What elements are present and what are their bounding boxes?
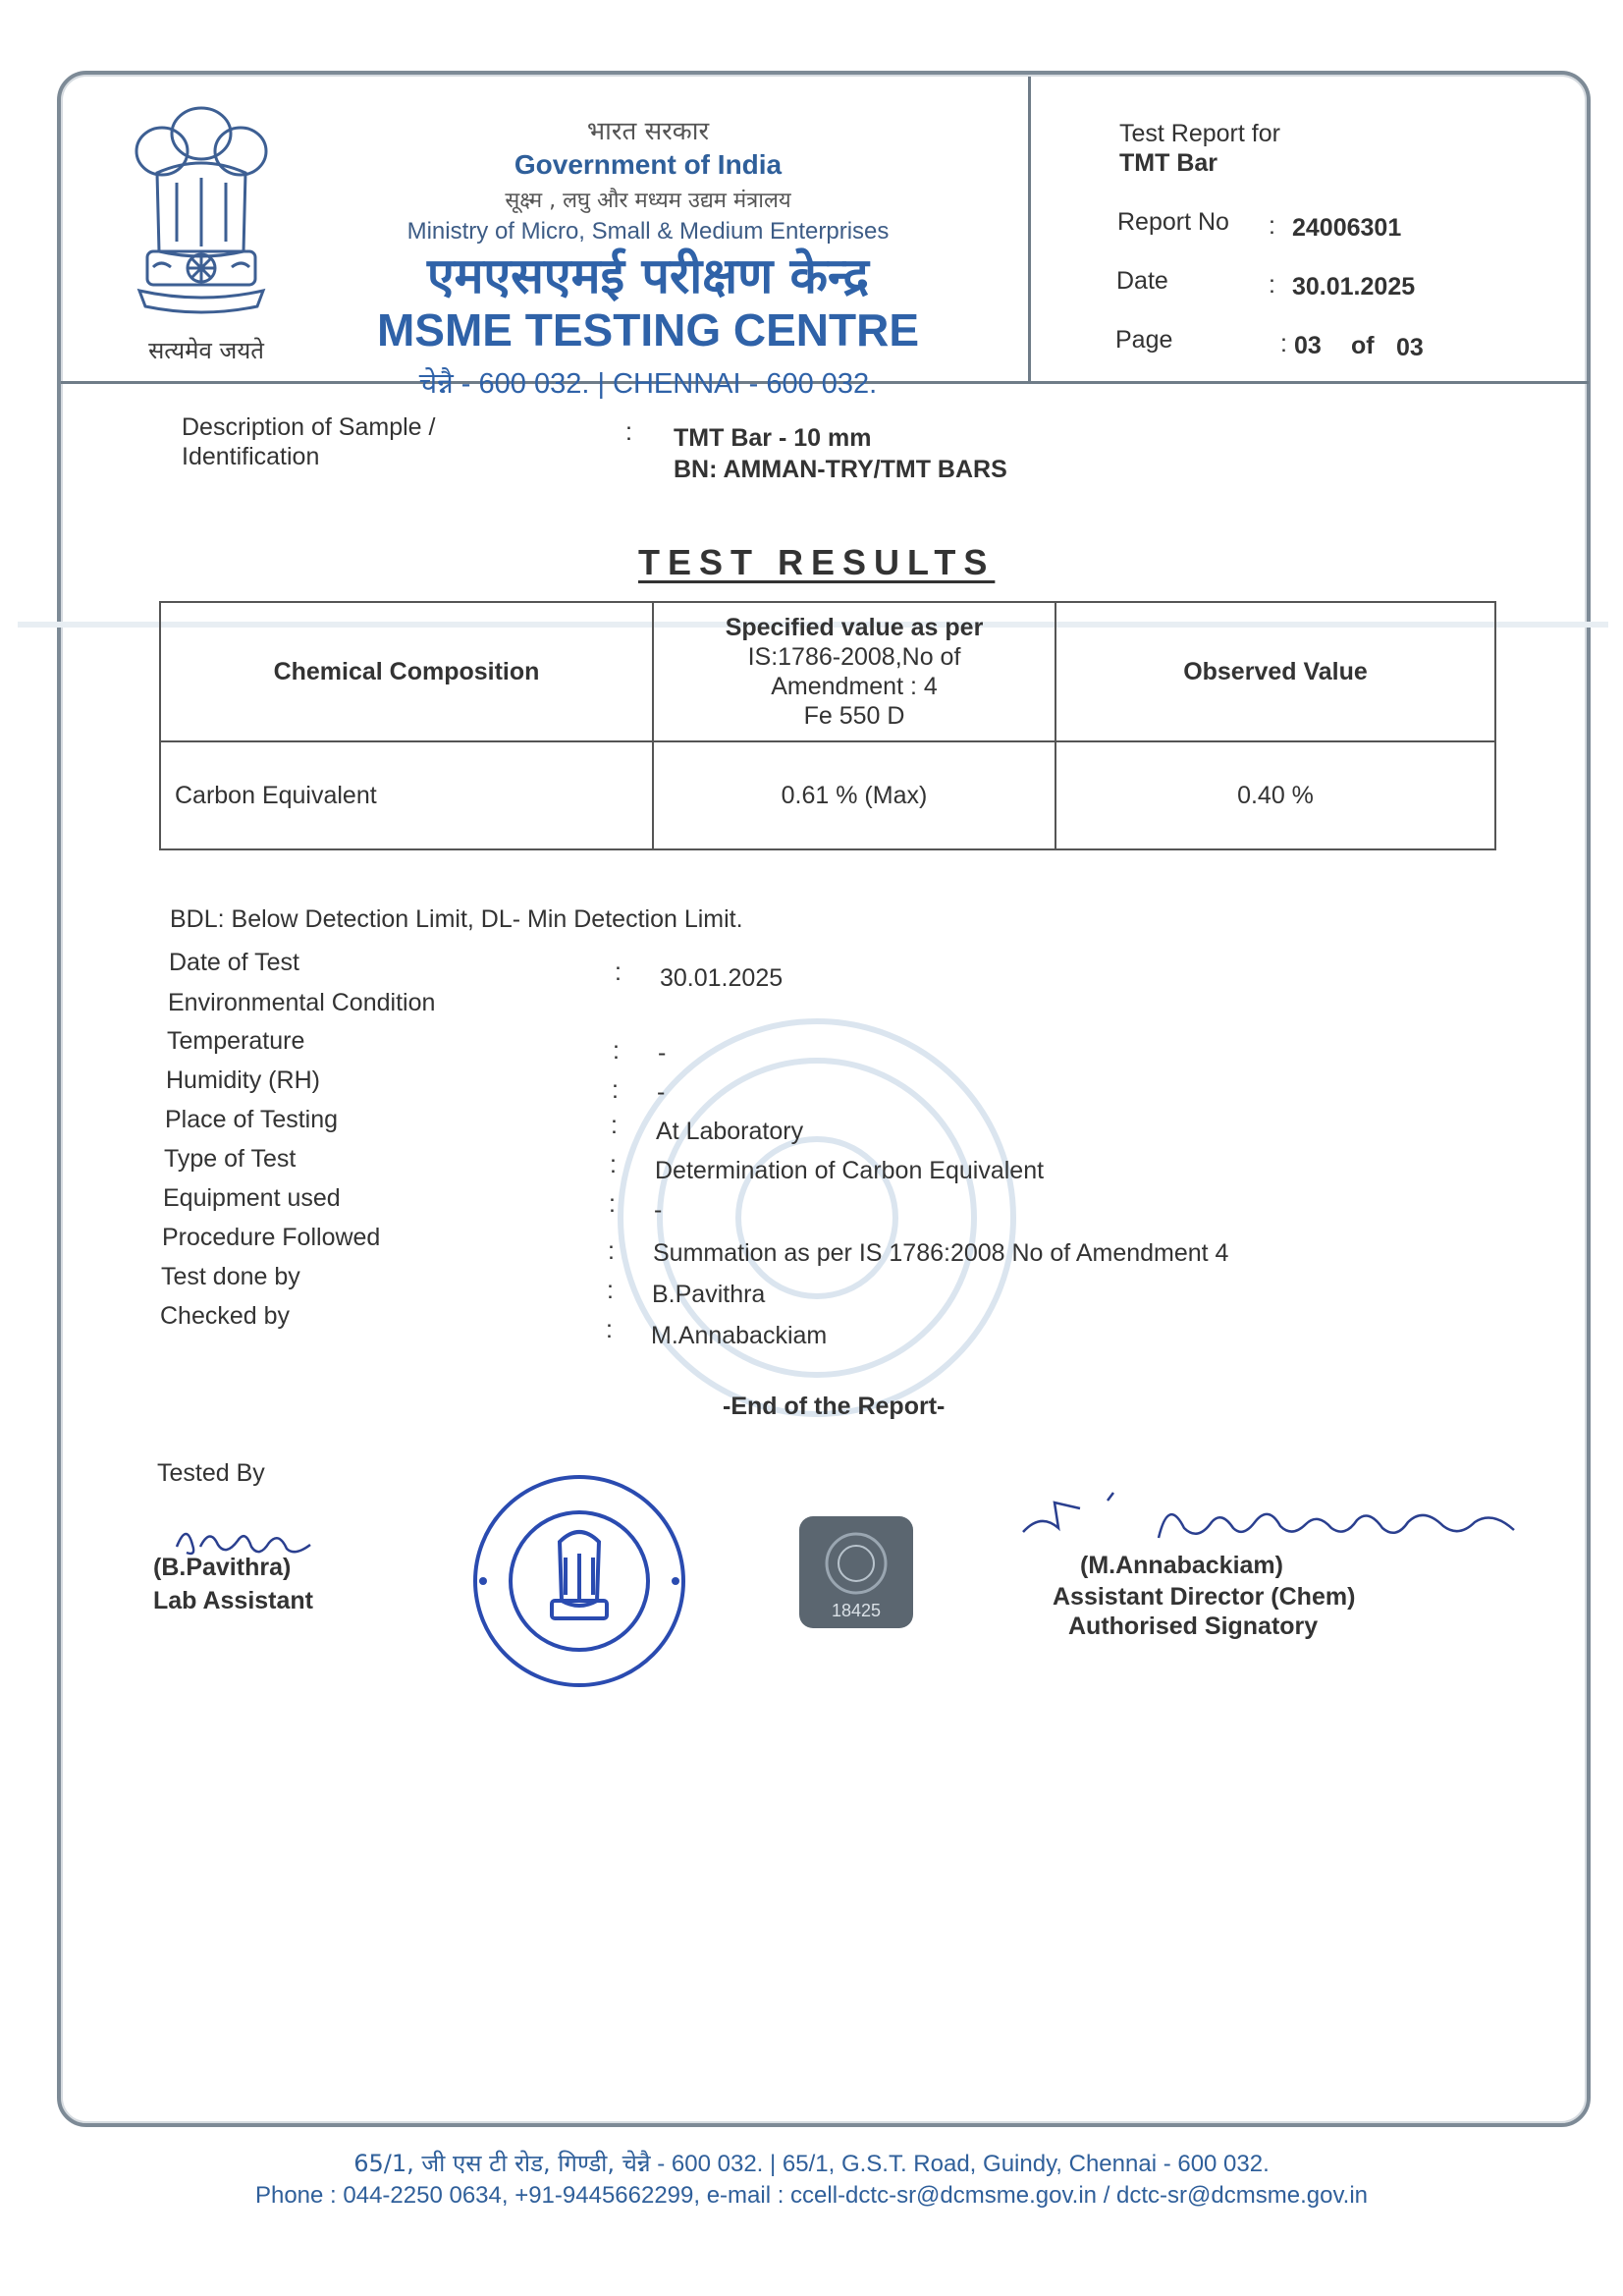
condition-label: Date of Test	[169, 949, 299, 976]
condition-value: 30.01.2025	[660, 964, 784, 992]
footer-address	[0, 2147, 1623, 2179]
person2-role-signatory: Authorised Signatory	[1068, 1613, 1319, 1640]
condition-value: M.Annabackiam	[651, 1322, 828, 1349]
sample-colon: :	[625, 418, 632, 446]
emblem-motto: सत्यमेव जयते	[148, 337, 264, 364]
condition-label: Checked by	[160, 1302, 291, 1330]
condition-label: Equipment used	[163, 1184, 341, 1212]
header-chemical-composition: Chemical Composition	[160, 602, 653, 741]
org-hindi-line: भारत सरकार	[586, 117, 710, 146]
condition-colon: :	[611, 1112, 618, 1139]
ministry-hindi: सूक्ष्म , लघु और मध्यम उद्यम मंत्रालय	[505, 189, 791, 213]
report-page-value: 03	[1294, 332, 1322, 359]
condition-value: At Laboratory	[656, 1118, 804, 1145]
sample-label-line1: Description of Sample /	[182, 413, 436, 441]
report-page-of: of	[1351, 332, 1375, 359]
condition-label: Humidity (RH)	[166, 1066, 320, 1094]
condition-label: Test done by	[161, 1263, 300, 1290]
report-date-label: Date	[1116, 267, 1168, 295]
hologram-number: 18425	[831, 1601, 882, 1620]
condition-label: Environmental Condition	[168, 989, 436, 1016]
end-of-report: -End of the Report-	[723, 1393, 946, 1420]
condition-colon: :	[615, 958, 622, 986]
header-spec-line: Amendment : 4	[771, 673, 938, 700]
condition-colon: :	[609, 1190, 616, 1218]
centre-hindi: एमएसएमई परीक्षण केन्द्र	[426, 247, 870, 304]
results-table	[159, 601, 1496, 850]
condition-colon: :	[610, 1151, 617, 1178]
report-for-label: Test Report for	[1119, 120, 1280, 147]
header-spec-line: Specified value as per	[725, 614, 984, 641]
city-hindi: चेन्नै	[418, 366, 454, 400]
report-page-colon: :	[1280, 330, 1287, 357]
report-no-colon: :	[1269, 212, 1275, 240]
person1-name: (B.Pavithra)	[153, 1554, 292, 1581]
condition-value: -	[654, 1196, 663, 1224]
condition-label: Place of Testing	[165, 1106, 339, 1133]
tested-by-label: Tested By	[157, 1459, 265, 1487]
centre-city	[353, 363, 943, 402]
condition-colon: :	[612, 1076, 619, 1104]
report-for-value: TMT Bar	[1119, 149, 1217, 177]
detection-limit-note: BDL: Below Detection Limit, DL- Min Detection Limit.	[170, 905, 743, 933]
person2-role: Assistant Director (Chem)	[1053, 1583, 1356, 1611]
person1-role: Lab Assistant	[153, 1587, 314, 1614]
sample-value-line2: BN: AMMAN-TRY/TMT BARS	[674, 456, 1007, 483]
org-english-line: Government of India	[514, 149, 783, 180]
condition-colon: :	[613, 1037, 620, 1065]
report-date-colon: :	[1269, 271, 1275, 299]
official-seal-icon	[461, 1463, 697, 1699]
header-vertical-divider	[1028, 77, 1031, 383]
city-english: CHENNAI - 600 032.	[613, 368, 878, 400]
sample-label-line2: Identification	[182, 443, 320, 470]
report-no-value: 24006301	[1292, 214, 1402, 242]
centre-english: MSME TESTING CENTRE	[376, 304, 920, 355]
condition-colon: :	[607, 1277, 614, 1304]
footer-contact: Phone : 044-2250 0634, +91-9445662299, e-mail : ccell-dctc-sr@dcmsme.gov.in / dctc-sr@dcmsme.gov.in	[254, 2182, 1369, 2209]
person2-name: (M.Annabackiam)	[1080, 1552, 1283, 1579]
signature-annabackiam-icon	[1011, 1483, 1532, 1561]
header-spec-line: Fe 550 D	[803, 702, 905, 730]
sample-description-value	[674, 422, 1007, 485]
cell-parameter: Carbon Equivalent	[160, 741, 653, 849]
ministry-english: Ministry of Micro, Small & Medium Enterprises	[406, 218, 890, 245]
report-date-value: 30.01.2025	[1292, 273, 1416, 301]
report-page-label: Page	[1115, 326, 1173, 354]
cell-observed: 0.40 %	[1055, 741, 1495, 849]
cell-specified: 0.61 % (Max)	[653, 741, 1055, 849]
condition-value: Determination of Carbon Equivalent	[655, 1157, 1045, 1184]
hologram-sticker-icon	[797, 1514, 915, 1630]
report-page-total: 03	[1396, 334, 1424, 361]
sample-description-label	[182, 412, 506, 471]
footer-address-rest: - 600 032. | 65/1, G.S.T. Road, Guindy, Chennai - 600 032.	[650, 2151, 1270, 2177]
table-row	[160, 741, 1495, 849]
condition-value: -	[657, 1078, 666, 1106]
condition-value: B.Pavithra	[652, 1281, 766, 1308]
condition-value: Summation as per IS 1786:2008 No of Amendment 4	[653, 1239, 1229, 1267]
sample-value-line1: TMT Bar - 10 mm	[674, 424, 872, 452]
condition-label: Temperature	[167, 1027, 305, 1055]
header-observed-value: Observed Value	[1055, 602, 1495, 741]
test-results-title: TEST RESULTS	[638, 542, 996, 582]
condition-label: Procedure Followed	[162, 1224, 381, 1251]
national-emblem-icon	[118, 94, 285, 330]
condition-colon: :	[608, 1237, 615, 1265]
table-header-row	[160, 602, 1495, 741]
city-hindi-pin: - 600 032. |	[453, 368, 614, 400]
header-spec-line: IS:1786-2008,No of	[747, 643, 961, 671]
condition-colon: :	[606, 1316, 613, 1343]
header-specified-value	[653, 602, 1055, 741]
report-no-label: Report No	[1117, 208, 1229, 236]
condition-value: -	[658, 1039, 667, 1066]
footer-address-hindi: 65/1, जी एस टी रोड, गिण्डी, चेन्नै	[353, 2150, 651, 2177]
organisation-block	[353, 112, 943, 402]
condition-label: Type of Test	[164, 1145, 297, 1173]
